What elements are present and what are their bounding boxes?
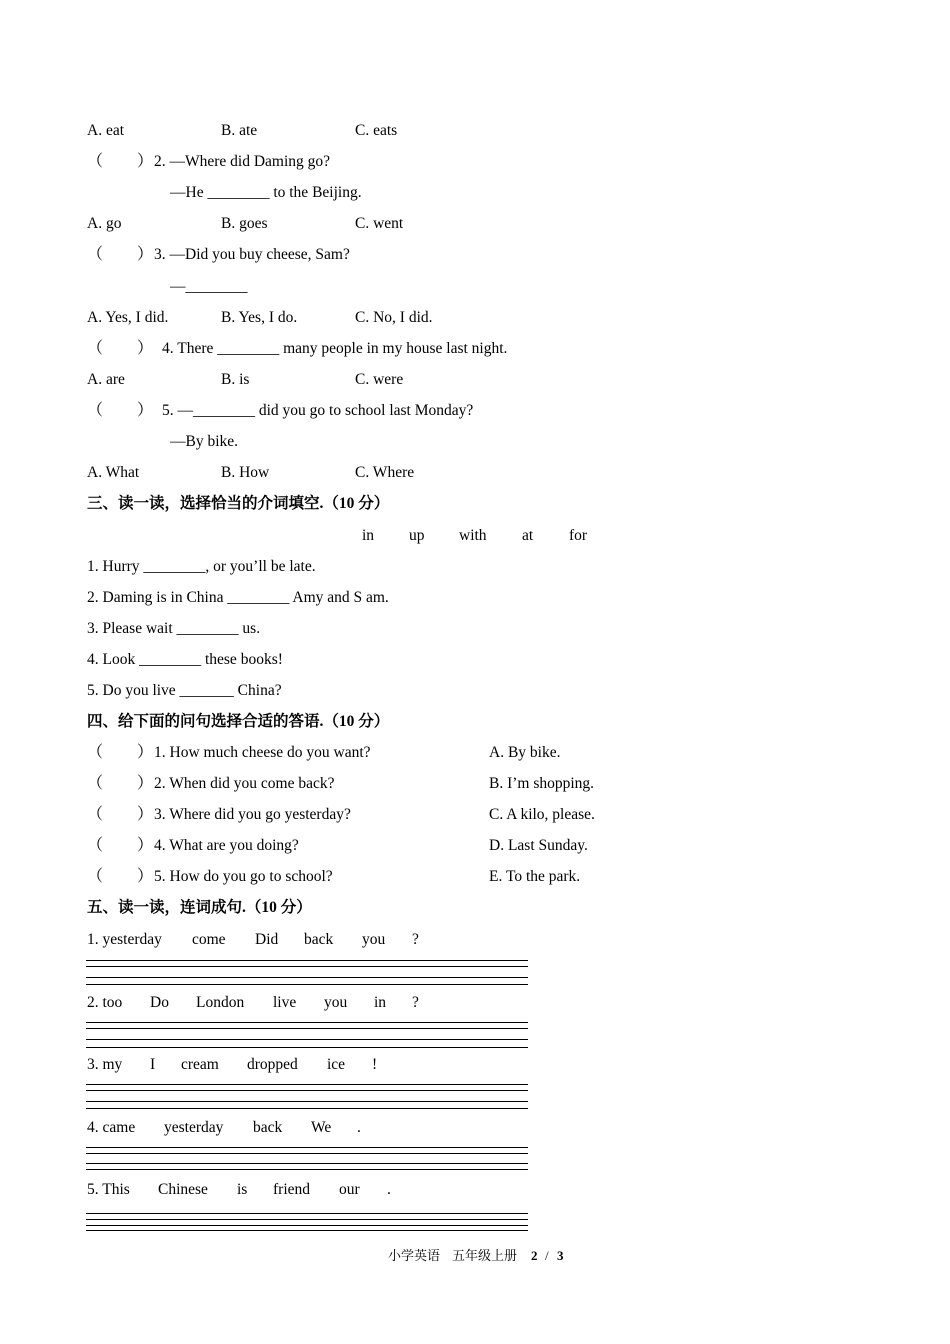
q3-prompt: 3. —Did you buy cheese, Sam? — [154, 246, 350, 263]
scrambled-word: yesterday — [164, 1119, 224, 1136]
q1-option-a: A. eat — [87, 122, 125, 139]
footer-page-total: 3 — [557, 1248, 564, 1263]
section4-answer-a: A. By bike. — [489, 744, 561, 761]
writing-line — [86, 1101, 528, 1102]
writing-line — [86, 1084, 528, 1085]
answer-bracket-open: （ — [87, 837, 104, 854]
section5-heading — [87, 899, 312, 917]
section3-item-1: 1. Hurry ________, or you’ll be late. — [87, 558, 316, 575]
scrambled-word: back — [304, 931, 334, 948]
q1-option-b: B. ate — [221, 122, 258, 139]
answer-bracket-open: （ — [87, 402, 104, 419]
section5-title: 五、读一读，连词成句. — [87, 899, 246, 916]
writing-line — [86, 1225, 528, 1226]
writing-line — [86, 1219, 528, 1220]
scrambled-word: Do — [150, 994, 169, 1011]
answer-bracket-open: （ — [87, 153, 104, 170]
footer-page-separator: / — [545, 1248, 549, 1263]
scrambled-word: cream — [181, 1056, 219, 1073]
scrambled-word: ? — [412, 931, 419, 948]
q2-option-b: B. goes — [221, 215, 268, 232]
answer-bracket-close: ） — [137, 837, 154, 854]
section3-item-4: 4. Look ________ these books! — [87, 651, 283, 668]
word-bank-item: in — [362, 527, 375, 544]
word-bank-item: up — [409, 527, 425, 544]
q5-prompt: 5. —________ did you go to school last Monday? — [162, 402, 474, 419]
scrambled-word: 1. yesterday — [87, 931, 162, 948]
writing-line — [86, 977, 528, 978]
answer-bracket-close: ） — [137, 402, 154, 419]
answer-bracket-open: （ — [87, 340, 104, 357]
writing-line — [86, 1153, 528, 1154]
scrambled-word: . — [387, 1181, 391, 1198]
writing-line — [86, 1022, 528, 1023]
section3-item-3: 3. Please wait ________ us. — [87, 620, 261, 637]
writing-line — [86, 1039, 528, 1040]
q4-option-a: A. are — [87, 371, 125, 388]
footer-subject: 小学英语 — [388, 1248, 441, 1263]
writing-line — [86, 984, 528, 985]
answer-bracket-open: （ — [87, 246, 104, 263]
scrambled-word: you — [362, 931, 386, 948]
writing-line — [86, 1147, 528, 1148]
writing-line — [86, 966, 528, 967]
scrambled-word: ? — [412, 994, 419, 1011]
writing-line — [86, 1169, 528, 1170]
q5-option-b: B. How — [221, 464, 270, 481]
section4-question-5: 5. How do you go to school? — [154, 868, 333, 885]
word-bank-item: with — [459, 527, 487, 544]
q2-reply: —He ________ to the Beijing. — [170, 184, 362, 201]
scrambled-word: . — [357, 1119, 361, 1136]
writing-line — [86, 960, 528, 961]
section4-heading — [87, 713, 389, 731]
scrambled-word: back — [253, 1119, 283, 1136]
section5-score: （10 分） — [245, 899, 312, 916]
scrambled-word: ! — [372, 1056, 378, 1073]
section4-answer-c: C. A kilo, please. — [489, 806, 595, 823]
scrambled-word: our — [339, 1181, 360, 1198]
section4-title: 四、给下面的问句选择合适的答语. — [87, 713, 324, 730]
q5-reply: —By bike. — [170, 433, 239, 450]
scrambled-word: 5. This — [87, 1181, 130, 1198]
scrambled-word: I — [150, 1056, 156, 1073]
section3-score: （10 分） — [323, 495, 390, 512]
answer-bracket-open: （ — [87, 868, 104, 885]
footer-page-number: 2 — [531, 1248, 538, 1263]
word-bank-item: at — [522, 527, 534, 544]
scrambled-word: London — [196, 994, 245, 1011]
q3-reply: —________ — [170, 278, 248, 295]
q3-option-a: A. Yes, I did. — [87, 309, 169, 326]
section4-score: （10 分） — [323, 713, 390, 730]
scrambled-word: ice — [327, 1056, 346, 1073]
q3-option-b: B. Yes, I do. — [221, 309, 298, 326]
scrambled-word: 2. too — [87, 994, 123, 1011]
answer-bracket-close: ） — [137, 153, 154, 170]
scrambled-word: 3. my — [87, 1056, 123, 1073]
section4-question-2: 2. When did you come back? — [154, 775, 335, 792]
writing-line — [86, 1047, 528, 1048]
section3-heading — [87, 495, 389, 513]
writing-line — [86, 1028, 528, 1029]
section4-answer-b: B. I’m shopping. — [489, 775, 595, 792]
section4-question-3: 3. Where did you go yesterday? — [154, 806, 351, 823]
answer-bracket-close: ） — [137, 340, 154, 357]
q2-option-c: C. went — [355, 215, 404, 232]
answer-bracket-open: （ — [87, 806, 104, 823]
q5-option-c: C. Where — [355, 464, 415, 481]
section3-item-5: 5. Do you live _______ China? — [87, 682, 282, 699]
scrambled-word: 4. came — [87, 1119, 136, 1136]
scrambled-word: Chinese — [158, 1181, 208, 1198]
section4-question-4: 4. What are you doing? — [154, 837, 299, 854]
section4-answer-d: D. Last Sunday. — [489, 837, 588, 854]
scrambled-word: in — [374, 994, 387, 1011]
answer-bracket-close: ） — [137, 744, 154, 761]
answer-bracket-open: （ — [87, 775, 104, 792]
scrambled-word: come — [192, 931, 226, 948]
word-bank-item: for — [569, 527, 588, 544]
writing-line — [86, 1230, 528, 1231]
scrambled-word: dropped — [247, 1056, 298, 1073]
q4-option-b: B. is — [221, 371, 250, 388]
q3-option-c: C. No, I did. — [355, 309, 433, 326]
scrambled-word: you — [324, 994, 348, 1011]
writing-line — [86, 1163, 528, 1164]
section3-title: 三、读一读，选择恰当的介词填空. — [87, 495, 324, 512]
scrambled-word: We — [311, 1119, 332, 1136]
scrambled-word: live — [273, 994, 297, 1011]
scrambled-word: friend — [273, 1181, 311, 1198]
writing-line — [86, 1090, 528, 1091]
scrambled-word: is — [237, 1181, 248, 1198]
writing-line — [86, 1108, 528, 1109]
answer-bracket-close: ） — [137, 246, 154, 263]
answer-bracket-close: ） — [137, 868, 154, 885]
section3-item-2: 2. Daming is in China ________ Amy and S am. — [87, 589, 389, 606]
q1-option-c: C. eats — [355, 122, 398, 139]
section4-question-1: 1. How much cheese do you want? — [154, 744, 371, 761]
answer-bracket-close: ） — [137, 806, 154, 823]
q4-option-c: C. were — [355, 371, 404, 388]
answer-bracket-close: ） — [137, 775, 154, 792]
q5-option-a: A. What — [87, 464, 140, 481]
scrambled-word: Did — [255, 931, 279, 948]
q2-option-a: A. go — [87, 215, 122, 232]
answer-bracket-open: （ — [87, 744, 104, 761]
section4-answer-e: E. To the park. — [489, 868, 581, 885]
footer-grade: 五年级上册 — [452, 1248, 518, 1263]
q2-prompt: 2. —Where did Daming go? — [154, 153, 331, 170]
writing-line — [86, 1213, 528, 1214]
q4-prompt: 4. There ________ many people in my house last night. — [162, 340, 508, 357]
